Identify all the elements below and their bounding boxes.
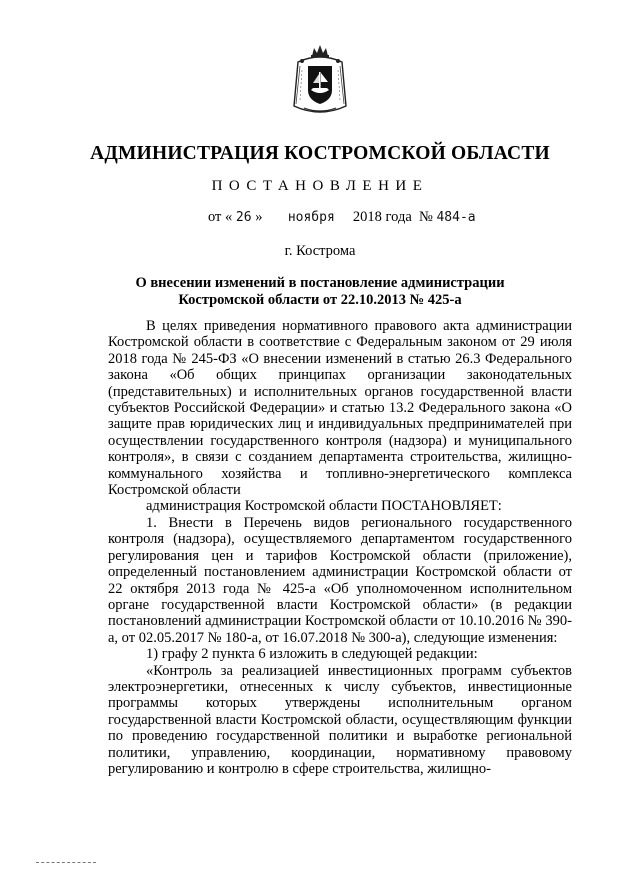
city: г. Кострома (284, 243, 356, 259)
date-mid: » (255, 209, 263, 225)
title-line: О внесении изменений в постановление администрации (135, 275, 505, 291)
date-prefix: от « (208, 209, 233, 225)
footer-divider (36, 862, 96, 863)
coat-of-arms-icon (290, 42, 350, 122)
document-body (108, 318, 572, 777)
document-number: 484-а (436, 210, 476, 225)
date-month: ноября (287, 210, 335, 225)
body-paragraph: 1. Внести в Перечень видов регионального государственного контроля (надзора), осуществляемого департаментом государственного регулирования цен и тарифов Костромской области (приложение), определенный постановлением администрации Костромской области от 22 октября 2013 года № 425-а «Об уполномоченном исполнительном органе государственной власти Костромской области» (в редакции постановлений администрации Костромской области от 10.10.2016 № 390-а, от 02.05.2017 № 180-а, от 16.07.2018 № 300-а), следующие изменения: (108, 514, 572, 646)
body-paragraph: 1) графу 2 пункта 6 изложить в следующей редакции: (146, 646, 478, 663)
organization-name: АДМИНИСТРАЦИЯ КОСТРОМСКОЙ ОБЛАСТИ (90, 143, 550, 164)
title-line: Костромской области от 22.10.2013 № 425-а (178, 292, 462, 308)
document-title (0, 275, 640, 309)
number-sign: № (419, 209, 433, 225)
body-paragraph: администрация Костромской области ПОСТАНОВЛЯЕТ: (146, 498, 502, 515)
date-day: 26 (235, 210, 252, 225)
date-year: 2018 года (352, 209, 412, 225)
document-type: ПОСТАНОВЛЕНИЕ (211, 178, 429, 194)
body-paragraph: В целях приведения нормативного правового акта администрации Костромской области в соответствие с Федеральным законом от 29 июля 2018 года № 245-ФЗ «О внесении изменений в статью 26.3 Федерального закона «Об общих принципах организации законодательных (представительных) и исполнительных органов государственной власти субъектов Российской Федерации» и статью 13.2 Федерального закона «О защите прав юридических лиц и индивидуальных предпринимателей при осуществлении государственного контроля (надзора) и муниципального контроля», в связи с созданием департамента строительства, жилищно-коммунального хозяйства и топливно-энергетического комплекса Костромской области (108, 318, 572, 499)
body-paragraph: «Контроль за реализацией инвестиционных программ субъектов электроэнергетики, отнесенных к числу субъектов, инвестиционные программы которых утверждены исполнительным органом государственной власти Костромской области, осуществляющим функции по проведению государственной политики и выработке региональной политики, управлению, координации, нормативному правовому регулированию и контролю в сфере строительства, жилищно- (108, 662, 572, 777)
date-number-line (208, 209, 476, 226)
